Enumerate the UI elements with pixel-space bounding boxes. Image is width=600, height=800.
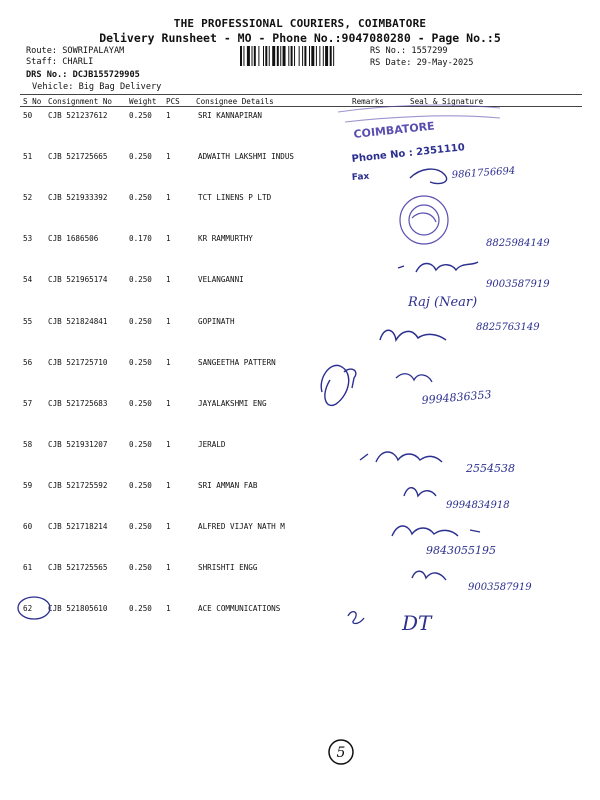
cell-pcs: 1 xyxy=(166,480,171,490)
table-row xyxy=(0,481,600,522)
rs-number: RS No.: 1557299 xyxy=(370,46,448,56)
cell-consignee: ACE COMMUNICATIONS xyxy=(198,604,281,614)
stamp-city: COIMBATORE xyxy=(352,119,436,141)
cell-consignment: CJB 1686506 xyxy=(48,234,99,244)
phone-56: 9994836353 xyxy=(421,387,492,407)
cell-pcs: 1 xyxy=(166,152,171,162)
header-rule-bottom xyxy=(20,106,582,107)
cell-weight: 0.250 xyxy=(129,152,152,162)
cell-sno: 50 xyxy=(23,111,33,120)
route-label: Route: SOWRIPALAYAM xyxy=(26,46,125,56)
phone-55: 8825763149 xyxy=(476,322,540,333)
cell-pcs: 1 xyxy=(166,522,171,531)
cell-sno: 54 xyxy=(23,275,33,285)
cell-consignee: GOPINATH xyxy=(198,316,235,326)
phone-59: 9994834918 xyxy=(446,500,510,511)
cell-consignment: CJB 521931207 xyxy=(48,439,108,449)
runsheet-subtitle: Delivery Runsheet - MO - Phone No.:9047080280 - Page No.:5 xyxy=(99,31,501,45)
cell-weight: 0.170 xyxy=(129,234,152,244)
cell-weight: 0.250 xyxy=(129,398,152,408)
cell-consignee: VELANGANNI xyxy=(198,275,244,285)
cell-pcs: 1 xyxy=(166,398,171,408)
table-row xyxy=(0,522,600,563)
phone-51: 9861756694 xyxy=(451,165,516,181)
cell-consignment: CJB 521718214 xyxy=(48,522,108,531)
stamp-phone: Phone No : 2351110 xyxy=(351,142,466,165)
cell-consignee: ALFRED VIJAY NATH M xyxy=(198,522,285,531)
cell-sno: 59 xyxy=(23,480,33,490)
table-row xyxy=(0,275,600,316)
cell-consignment: CJB 521725710 xyxy=(48,357,108,367)
cell-consignee: TCT LINENS P LTD xyxy=(198,193,272,203)
cell-pcs: 1 xyxy=(166,193,171,203)
cell-consignee: SRI KANNAPIRAN xyxy=(198,111,263,120)
cell-sno: 57 xyxy=(23,398,33,408)
cell-pcs: 1 xyxy=(166,275,171,285)
cell-pcs: 1 xyxy=(166,604,171,614)
cell-consignment: CJB 521805610 xyxy=(48,604,108,614)
table-row xyxy=(0,440,600,481)
cell-sno: 61 xyxy=(23,563,33,573)
cell-pcs: 1 xyxy=(166,234,171,244)
table-row xyxy=(0,399,600,440)
cell-consignment: CJB 521725665 xyxy=(48,152,108,162)
table-row xyxy=(0,193,600,234)
header-rule-top xyxy=(20,94,582,95)
cell-sno: 52 xyxy=(23,193,33,203)
cell-consignee: JAYALAKSHMI ENG xyxy=(198,398,267,408)
cell-consignee: SHRISHTI ENGG xyxy=(198,563,258,573)
col-header-remarks: Remarks xyxy=(352,97,385,106)
cell-weight: 0.250 xyxy=(129,275,152,285)
col-header-pcs: PCS xyxy=(166,97,180,106)
cell-weight: 0.250 xyxy=(129,439,152,449)
phone-54: 9003587919 xyxy=(486,279,550,290)
barcode-icon xyxy=(240,46,366,66)
cell-consignment: CJB 521725683 xyxy=(48,398,108,408)
cell-weight: 0.250 xyxy=(129,111,152,120)
table-row xyxy=(0,563,600,604)
cell-pcs: 1 xyxy=(166,563,171,573)
cell-sno: 55 xyxy=(23,316,33,326)
col-header-seal-signature: Seal & Signature xyxy=(410,97,484,106)
phone-61: 9003587919 xyxy=(468,582,532,593)
table-row xyxy=(0,358,600,399)
cell-consignment: CJB 521824841 xyxy=(48,316,108,326)
stamp-fax: Fax xyxy=(351,171,370,183)
cell-pcs: 1 xyxy=(166,357,171,367)
name-54: Raj (Near) xyxy=(408,295,478,310)
initials-62: DT xyxy=(402,611,432,635)
phone-53: 8825984149 xyxy=(486,238,550,249)
cell-consignment: CJB 521725592 xyxy=(48,480,108,490)
cell-weight: 0.250 xyxy=(129,316,152,326)
cell-sno: 58 xyxy=(23,439,33,449)
cell-weight: 0.250 xyxy=(129,357,152,367)
vehicle-label: Vehicle: Big Bag Delivery xyxy=(32,82,162,92)
table-row xyxy=(0,234,600,275)
table-row xyxy=(0,152,600,193)
phone-58: 2554538 xyxy=(466,462,515,475)
cell-weight: 0.250 xyxy=(129,563,152,573)
cell-sno: 60 xyxy=(23,522,33,531)
cell-consignee: SRI AMMAN FAB xyxy=(198,480,258,490)
col-header-sno: S No xyxy=(23,97,42,106)
col-header-consignment: Consignment No xyxy=(48,97,113,106)
rs-date: RS Date: 29-May-2025 xyxy=(370,58,474,68)
cell-sno: 53 xyxy=(23,234,33,244)
cell-weight: 0.250 xyxy=(129,604,152,614)
cell-consignee: SANGEETHA PATTERN xyxy=(198,357,276,367)
drs-number: DRS No.: DCJB155729905 xyxy=(26,70,140,80)
cell-consignee: JERALD xyxy=(198,439,226,449)
staff-label: Staff: CHARLI xyxy=(26,57,94,67)
page-number-circle xyxy=(329,740,353,764)
col-header-consignee: Consignee Details xyxy=(196,97,274,106)
cell-consignee: ADWAITH LAKSHMI INDUS xyxy=(198,152,295,162)
cell-sno: 62 xyxy=(23,604,33,614)
cell-pcs: 1 xyxy=(166,111,171,120)
table-row xyxy=(0,317,600,358)
cell-weight: 0.250 xyxy=(129,480,152,490)
company-title: THE PROFESSIONAL COURIERS, COIMBATORE xyxy=(173,17,427,30)
cell-consignment: CJB 521237612 xyxy=(48,111,108,120)
cell-sno: 51 xyxy=(23,152,33,162)
cell-consignee: KR RAMMURTHY xyxy=(198,234,253,244)
cell-sno: 56 xyxy=(23,357,33,367)
cell-pcs: 1 xyxy=(166,316,171,326)
phone-60: 9843055195 xyxy=(426,544,496,557)
cell-consignment: CJB 521725565 xyxy=(48,563,108,573)
col-header-weight: Weight xyxy=(129,97,157,106)
cell-weight: 0.250 xyxy=(129,193,152,203)
table-row xyxy=(0,111,600,152)
page-number: 5 xyxy=(336,745,346,761)
cell-consignment: CJB 521933392 xyxy=(48,193,108,203)
cell-weight: 0.250 xyxy=(129,522,152,531)
cell-pcs: 1 xyxy=(166,439,171,449)
cell-consignment: CJB 521965174 xyxy=(48,275,108,285)
table-row xyxy=(0,604,600,645)
